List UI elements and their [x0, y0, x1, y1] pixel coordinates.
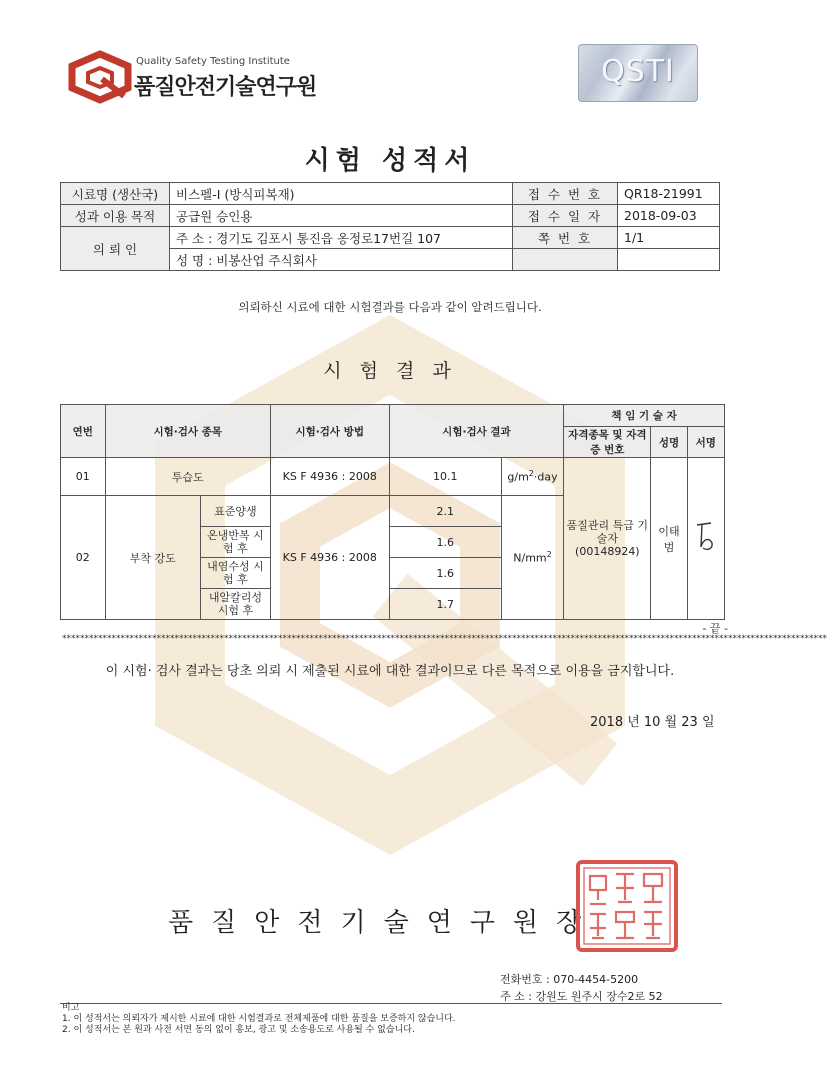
sub-value: 1.7 — [389, 589, 501, 620]
end-mark: - 끝 - — [702, 622, 728, 635]
contact-info — [500, 971, 663, 1005]
purpose-label: 성과 이용 목적 — [61, 205, 170, 227]
row-value: 10.1 — [389, 458, 501, 496]
row-method: KS F 4936 : 2008 — [270, 496, 389, 620]
qualification-value: 품질관리 특급 기술자 (00148924) — [564, 458, 651, 620]
empty-cell — [618, 249, 720, 271]
sub-condition: 내염수성 시험 후 — [200, 558, 270, 589]
header-method: 시험·검사 방법 — [270, 405, 389, 458]
header-no: 연번 — [61, 405, 106, 458]
table-row — [61, 458, 725, 496]
notes-label: 비고 — [62, 1003, 80, 1013]
disclaimer-text: 이 시험· 검사 결과는 당초 의뢰 시 제출된 시료에 대한 결과이므로 다른 목적으로 이용을 금지합니다. — [105, 664, 675, 679]
page-number-label: 쪽 번 호 — [513, 227, 618, 249]
qsti-hologram-badge — [578, 44, 698, 102]
row-no: 02 — [61, 496, 106, 620]
header-responsible: 책 임 기 술 자 — [564, 405, 725, 427]
notes-section — [62, 1003, 456, 1036]
institute-name-korean: 품질안전기술연구원 — [134, 75, 317, 100]
result-notice: 의뢰하신 시료에 대한 시험결과를 다음과 같이 알려드립니다. — [238, 300, 542, 314]
results-heading: 시 험 결 과 — [323, 360, 457, 382]
header-result: 시험·검사 결과 — [389, 405, 563, 458]
row-item: 투습도 — [105, 458, 270, 496]
divider-stars: ************************************************************************************************************************************************************************** — [62, 634, 827, 644]
note-item: 1. 이 성적서는 의뢰자가 제시한 시료에 대한 시험결과로 전체제품에 대한 품질을 보증하지 않습니다. — [62, 1014, 456, 1024]
contact-address: 주 소 : 강원도 원주시 장수2로 52 — [500, 990, 663, 1003]
director-title: 품질안전기술연구원장 — [168, 908, 600, 938]
empty-cell — [513, 249, 618, 271]
sub-condition: 내알칼리성 시험 후 — [200, 589, 270, 620]
sub-value: 1.6 — [389, 527, 501, 558]
institute-logo-icon — [68, 52, 132, 102]
row-unit: $g/m^2\cdot day$ — [501, 458, 563, 496]
sub-value: 2.1 — [389, 496, 501, 527]
row-item: 부착 강도 — [105, 496, 200, 620]
institute-name-english: Quality Safety Testing Institute — [136, 56, 290, 67]
document-title: 시험 성적서 — [304, 146, 476, 176]
receipt-date-label: 접 수 일 자 — [513, 205, 618, 227]
info-table — [60, 182, 720, 271]
issue-date: 2018 년 10 월 23 일 — [590, 715, 715, 730]
receipt-number-value: QR18-21991 — [618, 183, 720, 205]
client-address: 주 소 : 경기도 김포시 통진읍 옹정로17번길 107 — [170, 227, 513, 249]
qsti-badge-text: QSTI — [601, 54, 675, 89]
receipt-number-label: 접 수 번 호 — [513, 183, 618, 205]
official-seal-icon — [572, 858, 682, 954]
client-label: 의 뢰 인 — [61, 227, 170, 271]
header-name: 성명 — [651, 427, 687, 458]
handwritten-signature — [693, 519, 719, 555]
row-unit: $N/mm^2$ — [501, 496, 563, 620]
note-item: 2. 이 성적서는 본 원과 사전 서면 동의 없이 홍보, 광고 및 소송용도로 사용될 수 없습니다. — [62, 1025, 415, 1035]
contact-phone: 전화번호 : 070-4454-5200 — [500, 973, 639, 986]
page-number-value: 1/1 — [618, 227, 720, 249]
header-signature: 서명 — [687, 427, 724, 458]
results-table — [60, 404, 725, 620]
sub-condition: 표준양생 — [200, 496, 270, 527]
sample-value: 비스펠-I (방식피복재) — [170, 183, 513, 205]
header-item: 시험·검사 종목 — [105, 405, 270, 458]
sub-condition: 온냉반복 시험 후 — [200, 527, 270, 558]
sub-value: 1.6 — [389, 558, 501, 589]
receipt-date-value: 2018-09-03 — [618, 205, 720, 227]
sample-label: 시료명 (생산국) — [61, 183, 170, 205]
client-name: 성 명 : 비봉산업 주식회사 — [170, 249, 513, 271]
row-method: KS F 4936 : 2008 — [270, 458, 389, 496]
signature-cell — [687, 458, 724, 620]
header-qualification: 자격종목 및 자격증 번호 — [564, 427, 651, 458]
purpose-value: 공급원 승인용 — [170, 205, 513, 227]
row-no: 01 — [61, 458, 106, 496]
engineer-name: 이태범 — [651, 458, 687, 620]
